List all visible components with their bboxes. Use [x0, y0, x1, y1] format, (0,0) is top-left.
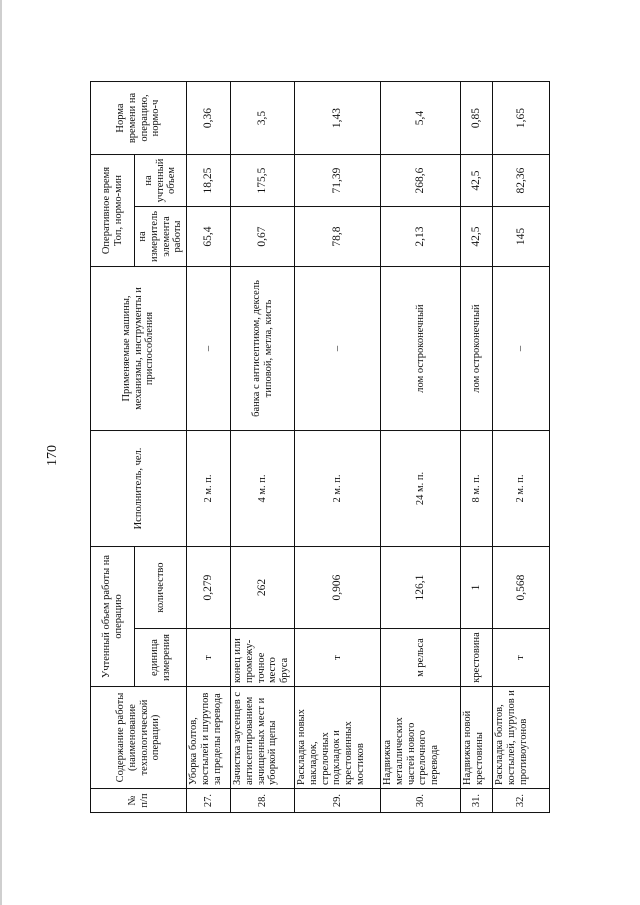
- header-unit: единица измерения: [135, 629, 187, 687]
- cell-per-volume: 82,36: [493, 155, 550, 207]
- header-per-volume: на учтенный объем: [135, 155, 187, 207]
- cell-equipment: лом остроконечный: [461, 267, 493, 431]
- cell-equipment: лом остроконечный: [381, 267, 461, 431]
- cell-content: Уборка болтов, костылей и шурупов за пределы перевода: [187, 687, 231, 789]
- cell-performer: 4 м. п.: [231, 431, 295, 547]
- cell-per-unit: 0,67: [231, 207, 295, 267]
- cell-no: 32.: [493, 789, 550, 813]
- cell-per-volume: 18,25: [187, 155, 231, 207]
- header-per-unit: на измеритель элемента работы: [135, 207, 187, 267]
- cell-content: Надвижка новой крестовины: [461, 687, 493, 789]
- cell-per-unit: 65,4: [187, 207, 231, 267]
- cell-quantity: 0,906: [295, 547, 381, 629]
- cell-content: Надвижка металлических частей нового стрелочного перевода: [381, 687, 461, 789]
- cell-content: Зачистка заусенцев с антисептированием зачищенных мест и уборкой щепы: [231, 687, 295, 789]
- cell-unit: крестовина: [461, 629, 493, 687]
- page-number: 170: [45, 445, 60, 466]
- header-quantity: количество: [135, 547, 187, 629]
- cell-no: 30.: [381, 789, 461, 813]
- cell-performer: 2 м. п.: [493, 431, 550, 547]
- cell-per-unit: 42,5: [461, 207, 493, 267]
- cell-norm: 0,85: [461, 82, 493, 155]
- cell-no: 31.: [461, 789, 493, 813]
- cell-unit: т: [295, 629, 381, 687]
- table-row: [461, 82, 493, 813]
- cell-performer: 2 м. п.: [295, 431, 381, 547]
- cell-no: 28.: [231, 789, 295, 813]
- cell-norm: 1,65: [493, 82, 550, 155]
- cell-per-volume: 71,39: [295, 155, 381, 207]
- cell-content: Раскладка новых накладок, стрелочных подкладок и крестовинных мостиков: [295, 687, 381, 789]
- cell-quantity: 0,568: [493, 547, 550, 629]
- cell-quantity: 1: [461, 547, 493, 629]
- cell-quantity: 262: [231, 547, 295, 629]
- cell-unit: т: [187, 629, 231, 687]
- cell-performer: 8 м. п.: [461, 431, 493, 547]
- table-row: [295, 82, 381, 813]
- table-row: [493, 82, 550, 813]
- table-row: [187, 82, 231, 813]
- header-optime-group: Оперативное время Топ, нормо-мин: [91, 155, 135, 267]
- cell-norm: 5,4: [381, 82, 461, 155]
- header-no: № п/п: [91, 789, 187, 813]
- header-equipment: Применяемые машины, механизмы, инструменты и приспособления: [91, 267, 187, 431]
- cell-per-unit: 145: [493, 207, 550, 267]
- cell-equipment: –: [187, 267, 231, 431]
- cell-unit: м рельса: [381, 629, 461, 687]
- cell-performer: 24 м. п.: [381, 431, 461, 547]
- cell-per-volume: 175,5: [231, 155, 295, 207]
- table-row: [381, 82, 461, 813]
- cell-per-unit: 78,8: [295, 207, 381, 267]
- cell-per-unit: 2,13: [381, 207, 461, 267]
- cell-norm: 3,5: [231, 82, 295, 155]
- norm-table: [90, 81, 550, 813]
- cell-unit: конец или промежу-точное место бруса: [231, 629, 295, 687]
- cell-norm: 0,36: [187, 82, 231, 155]
- cell-norm: 1,43: [295, 82, 381, 155]
- cell-equipment: –: [295, 267, 381, 431]
- cell-per-volume: 268,6: [381, 155, 461, 207]
- cell-content: Раскладка болтов, костылей, шурупов и противоугонов: [493, 687, 550, 789]
- cell-no: 27.: [187, 789, 231, 813]
- cell-quantity: 126,1: [381, 547, 461, 629]
- cell-unit: т: [493, 629, 550, 687]
- header-norm: Норма времени на операцию, нормо-ч: [91, 82, 187, 155]
- header-performer: Исполнитель, чел.: [91, 431, 187, 547]
- cell-performer: 2 м. п.: [187, 431, 231, 547]
- cell-equipment: банка с антисептиком, дексель типовой, метла, кисть: [231, 267, 295, 431]
- cell-no: 29.: [295, 789, 381, 813]
- table-row: [231, 82, 295, 813]
- cell-quantity: 0,279: [187, 547, 231, 629]
- header-volume-group: Учтенный объем работы на операцию: [91, 547, 135, 687]
- cell-per-volume: 42,5: [461, 155, 493, 207]
- header-content: Содержание работы (наименование технологической операции): [91, 687, 187, 789]
- cell-equipment: –: [493, 267, 550, 431]
